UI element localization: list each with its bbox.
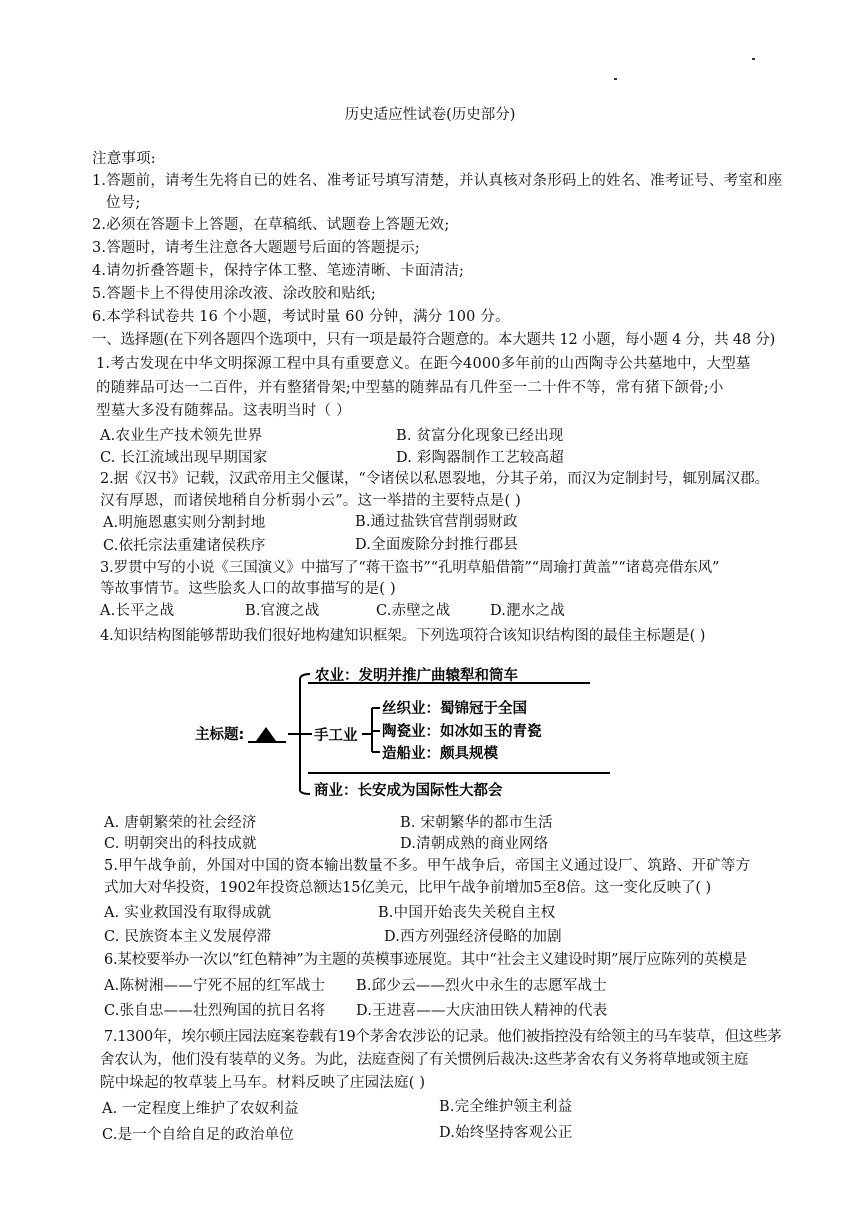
scan-speck (614, 78, 617, 80)
q4-option-a: A. 唐朝繁荣的社会经济 (104, 815, 257, 831)
diagram-shipbuilding: 造船业：颇具规模 (382, 746, 498, 762)
q2-option-a: A.明施恩惠实则分割封地 (103, 515, 266, 531)
q1-option-b: B. 贫富分化现象已经出现 (396, 428, 564, 444)
q3-option-c: C.赤壁之战 (376, 603, 451, 619)
q5-option-d: D.西方列强经济侵略的加剧 (384, 929, 562, 945)
notice-item: 5.答题卡上不得使用涂改液、涂改胶和贴纸; (92, 286, 376, 302)
q4-option-c: C. 明朝突出的科技成就 (104, 836, 257, 852)
scan-speck (752, 58, 755, 60)
q6-option-d: D.王进喜——大庆油田铁人精神的代表 (356, 1003, 608, 1019)
q7-stem: 舍农认为，他们没有装草的义务。为此，法庭查阅了有关惯例后裁决:这些茅舍农有义务将草地或领主庭 (100, 1052, 749, 1068)
diagram-silk: 丝织业：蜀锦冠于全国 (382, 701, 527, 717)
q7-option-b: B.完全维护领主利益 (439, 1099, 573, 1115)
q3-option-b: B.官渡之战 (245, 603, 320, 619)
q2-stem: 汉有厚恩，而诸侯地稍自分析弱小云”。这一举措的主要特点是( ) (100, 493, 522, 509)
q5-stem: 5.甲午战争前，外国对中国的资本输出数量不多。甲午战争后，帝国主义通过设厂、筑路、开矿等方 (104, 858, 751, 874)
q3-stem: 等故事情节。这些脍炙人口的故事描写的是( ) (100, 581, 396, 597)
q3-option-d: D.淝水之战 (490, 603, 565, 619)
q3-option-a: A.长平之战 (100, 603, 175, 619)
q5-stem: 式加大对华投资，1902年投资总额达15亿美元，比甲午战争前增加5至8倍。这一变化反映了( ) (104, 880, 712, 896)
q6-option-a: A.陈树湘——宁死不屈的红军战士 (104, 978, 326, 994)
q2-option-c: C.依托宗法重建诸侯秩序 (103, 538, 266, 554)
q6-option-b: B.邱少云——烈火中永生的志愿军战士 (356, 978, 607, 994)
q7-stem: 院中垛起的牧草装上马车。材料反映了庄园法庭( ) (100, 1075, 426, 1091)
q7-option-d: D.始终坚持客观公正 (439, 1125, 573, 1141)
q4-stem: 4.知识结构图能够帮助我们很好地构建知识框架。下列选项符合该知识结构图的最佳主标题是( ) (100, 628, 706, 644)
q1-stem: 型墓大多没有随葬品。这表明当时（ ） (96, 403, 351, 419)
notice-item: 2.必须在答题卡上答题，在草稿纸、试题卷上答题无效; (92, 217, 450, 233)
diagram-agriculture: 农业：发明并推广曲辕犁和筒车 (315, 668, 518, 684)
q2-option-b: B.通过盐铁官营削弱财政 (355, 514, 518, 530)
q7-option-a: A. 一定程度上维护了农奴利益 (102, 1101, 299, 1117)
q2-stem: 2.据《汉书》记载，汉武帝用主父偃谋，“令诸侯以私恩裂地，分其子弟，而汉为定制封号，辄别属汉郡。 (100, 471, 769, 487)
q6-stem: 6.某校要举办一次以“红色精神”为主题的英模事迹展览。其中“社会主义建设时期”展厅应陈列的英模是 (104, 952, 747, 968)
q1-option-c: C. 长江流域出现早期国家 (100, 450, 268, 466)
q1-stem: 1.考古发现在中华文明探源工程中具有重要意义。在距今4000多年前的山西陶寺公共墓地中，大型墓 (96, 356, 751, 372)
q1-stem: 的随葬品可达一二百件，并有整猪骨架;中型墓的随葬品有几件至一二十件不等，常有猪下颌骨;小 (96, 380, 724, 396)
diagram-porcelain: 陶瓷业：如冰如玉的青瓷 (382, 724, 542, 740)
notice-item: 位号; (106, 195, 141, 211)
q5-option-b: B.中国开始丧失关税自主权 (378, 905, 556, 921)
diagram-main-title: 主标题: (195, 727, 245, 743)
page-title: 历史适应性试卷(历史部分) (344, 107, 516, 123)
q6-option-c: C.张自忠——壮烈殉国的抗日名将 (104, 1003, 326, 1019)
knowledge-structure-diagram (190, 656, 610, 806)
q2-option-d: D.全面废除分封推行郡县 (355, 537, 519, 553)
notice-item: 1.答题前，请考生先将自已的姓名、准考证号填写清楚，并认真核对条形码上的姓名、准考证号、考室和座 (92, 173, 783, 189)
q1-option-d: D. 彩陶器制作工艺较高超 (396, 450, 564, 466)
diagram-commerce: 商业：长安成为国际性大都会 (314, 783, 503, 799)
notice-item: 6.本学科试卷共 16 个小题，考试时量 60 分钟，满分 100 分。 (92, 309, 510, 325)
q5-option-c: C. 民族资本主义发展停滞 (104, 929, 272, 945)
section-heading: 一、选择题(在下列各题四个选项中，只有一项是最符合题意的。本大题共 12 小题，每小题 4 分，共 48 分) (92, 332, 776, 348)
q5-option-a: A. 实业救国没有取得成就 (104, 905, 272, 921)
notice-item: 4.请勿折叠答题卡，保持字体工整、笔迹清晰、卡面清洁; (92, 263, 465, 279)
triangle-icon (256, 727, 276, 741)
q3-stem: 3.罗贯中写的小说《三国演义》中描写了“蒋干盗书”“孔明草船借箭”“周瑜打黄盖”“诸葛亮借东风” (100, 560, 720, 576)
q1-option-a: A.农业生产技术领先世界 (100, 428, 263, 444)
diagram-handicraft: 手工业 (314, 728, 358, 744)
q4-option-b: B. 宋朝繁华的都市生活 (400, 815, 553, 831)
q7-stem: 7.1300年，埃尔顿庄园法庭案卷载有19个茅舍农涉讼的记录。他们被指控没有给领主的马车装草，但这些茅 (104, 1029, 782, 1045)
notice-heading: 注意事项: (92, 151, 156, 167)
q4-option-d: D.清朝成熟的商业网络 (400, 836, 549, 852)
notice-item: 3.答题时，请考生注意各大题题号后面的答题提示; (92, 240, 421, 256)
q7-option-c: C.是一个自给自足的政治单位 (102, 1127, 294, 1143)
